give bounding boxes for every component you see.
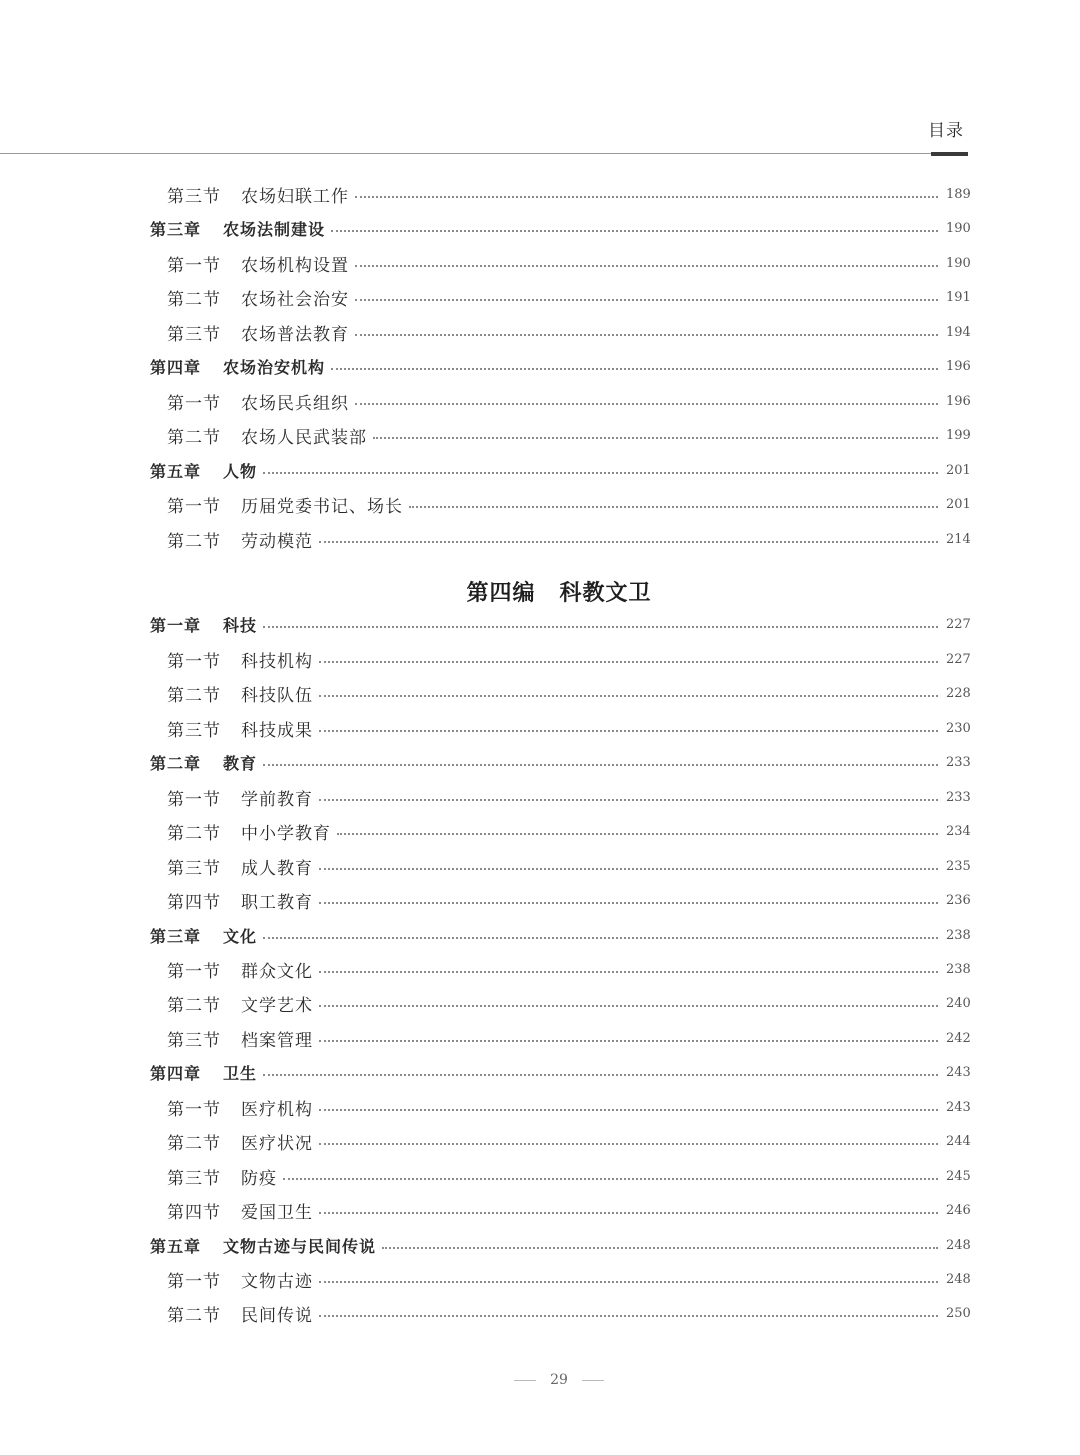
- entry-page-number: 227: [946, 651, 971, 667]
- entry-page-number: 236: [946, 892, 971, 908]
- entry-page-number: 243: [946, 1099, 971, 1115]
- dot-leader: [263, 625, 938, 628]
- dot-leader: [382, 1246, 938, 1249]
- entry-page-number: 240: [946, 995, 971, 1011]
- entry-number: 第一节: [167, 393, 221, 414]
- entry-number: 第三章: [150, 219, 202, 239]
- entry-page-number: 238: [946, 927, 971, 943]
- dot-leader: [263, 763, 938, 766]
- entry-page-number: 194: [946, 324, 971, 340]
- dot-leader: [373, 436, 938, 439]
- dot-leader: [319, 1004, 938, 1007]
- entry-title: 文物古迹: [241, 1271, 313, 1292]
- entry-page-number: 233: [946, 754, 971, 770]
- entry-title: 农场法制建设: [223, 219, 326, 239]
- entry-page-number: 227: [946, 616, 971, 632]
- entry-number: 第五章: [150, 1236, 202, 1256]
- dot-leader: [319, 540, 938, 543]
- entry-page-number: 199: [946, 427, 971, 443]
- entry-title: 中小学教育: [241, 823, 331, 844]
- part-heading: [0, 576, 1080, 607]
- entry-number: 第二节: [167, 823, 221, 844]
- entry-title: 卫生: [223, 1063, 258, 1083]
- entry-title: 科技队伍: [241, 685, 313, 706]
- part-title: 科教文卫: [559, 580, 652, 606]
- toc-chapter-entry: [150, 609, 970, 639]
- entry-number: 第一节: [167, 789, 221, 810]
- toc-section-entry: [167, 988, 970, 1018]
- running-header-title: 目录: [928, 121, 964, 141]
- entry-number: 第二节: [167, 1305, 221, 1326]
- dot-leader: [263, 1073, 938, 1076]
- footer-rule-right: [582, 1380, 604, 1381]
- entry-number: 第二节: [167, 427, 221, 448]
- entry-number: 第三节: [167, 720, 221, 741]
- entry-number: 第一节: [167, 496, 221, 517]
- toc-section-entry: [167, 282, 970, 312]
- part-number: 第四编: [466, 580, 536, 606]
- entry-title: 教育: [223, 753, 258, 773]
- entry-page-number: 196: [946, 358, 971, 374]
- entry-title: 科技: [223, 615, 258, 635]
- entry-page-number: 190: [946, 220, 971, 236]
- dot-leader: [263, 936, 938, 939]
- entry-title: 科技成果: [241, 720, 313, 741]
- entry-number: 第三节: [167, 324, 221, 345]
- entry-number: 第二节: [167, 531, 221, 552]
- dot-leader: [319, 660, 938, 663]
- dot-leader: [319, 798, 938, 801]
- toc-section-entry: [167, 248, 970, 278]
- toc-section-entry: [167, 1195, 970, 1225]
- toc-section-entry: [167, 420, 970, 450]
- dot-leader: [355, 195, 938, 198]
- entry-number: 第一节: [167, 255, 221, 276]
- entry-title: 文物古迹与民间传说: [223, 1236, 377, 1256]
- toc-section-entry: [167, 1264, 970, 1294]
- entry-page-number: 238: [946, 961, 971, 977]
- entry-number: 第一节: [167, 1271, 221, 1292]
- entry-number: 第二节: [167, 685, 221, 706]
- entry-title: 群众文化: [241, 961, 313, 982]
- entry-number: 第四节: [167, 1202, 221, 1223]
- entry-title: 民间传说: [241, 1305, 313, 1326]
- entry-number: 第四章: [150, 357, 202, 377]
- toc-section-entry: [167, 1298, 970, 1328]
- dot-leader: [263, 471, 938, 474]
- toc-section-entry: [167, 816, 970, 846]
- dot-leader: [319, 729, 938, 732]
- dot-leader: [319, 1314, 938, 1317]
- dot-leader: [319, 1142, 938, 1145]
- dot-leader: [355, 264, 938, 267]
- entry-page-number: 214: [946, 531, 971, 547]
- entry-number: 第一章: [150, 615, 202, 635]
- entry-number: 第四节: [167, 892, 221, 913]
- entry-number: 第四章: [150, 1063, 202, 1083]
- entry-title: 历届党委书记、场长: [241, 496, 403, 517]
- entry-title: 农场普法教育: [241, 324, 349, 345]
- toc-chapter-entry: [150, 455, 970, 485]
- toc-section-entry: [167, 885, 970, 915]
- toc-section-entry: [167, 524, 970, 554]
- toc-section-entry: [167, 489, 970, 519]
- dot-leader: [319, 867, 938, 870]
- entry-page-number: 244: [946, 1133, 971, 1149]
- entry-number: 第二节: [167, 995, 221, 1016]
- entry-number: 第二节: [167, 289, 221, 310]
- entry-number: 第三章: [150, 926, 202, 946]
- entry-title: 文化: [223, 926, 258, 946]
- toc-section-entry: [167, 678, 970, 708]
- entry-page-number: 250: [946, 1305, 971, 1321]
- toc-section-entry: [167, 713, 970, 743]
- entry-number: 第三节: [167, 1030, 221, 1051]
- page-number: 29: [550, 1372, 568, 1388]
- entry-title: 职工教育: [241, 892, 313, 913]
- toc-section-entry: [167, 179, 970, 209]
- dot-leader: [355, 402, 938, 405]
- entry-title: 农场人民武装部: [241, 427, 367, 448]
- entry-title: 农场社会治安: [241, 289, 349, 310]
- entry-page-number: 228: [946, 685, 971, 701]
- entry-page-number: 190: [946, 255, 971, 271]
- entry-number: 第一节: [167, 1099, 221, 1120]
- entry-page-number: 233: [946, 789, 971, 805]
- entry-page-number: 201: [946, 462, 971, 478]
- dot-leader: [331, 229, 938, 232]
- entry-title: 防疫: [241, 1168, 277, 1189]
- toc-chapter-entry: [150, 1057, 970, 1087]
- dot-leader: [319, 970, 938, 973]
- toc-chapter-entry: [150, 213, 970, 243]
- header-accent-bar: [931, 152, 968, 156]
- entry-title: 劳动模范: [241, 531, 313, 552]
- footer-rule-left: [514, 1380, 536, 1381]
- entry-number: 第二节: [167, 1133, 221, 1154]
- toc-chapter-entry: [150, 920, 970, 950]
- entry-page-number: 235: [946, 858, 971, 874]
- entry-title: 档案管理: [241, 1030, 313, 1051]
- page-footer: [0, 1372, 1080, 1388]
- entry-page-number: 246: [946, 1202, 971, 1218]
- dot-leader: [319, 1108, 938, 1111]
- toc-section-entry: [167, 317, 970, 347]
- dot-leader: [283, 1177, 938, 1180]
- entry-number: 第五章: [150, 461, 202, 481]
- toc-section-entry: [167, 1126, 970, 1156]
- entry-page-number: 234: [946, 823, 971, 839]
- entry-page-number: 201: [946, 496, 971, 512]
- dot-leader: [319, 1211, 938, 1214]
- toc-section-entry: [167, 1092, 970, 1122]
- entry-title: 科技机构: [241, 651, 313, 672]
- entry-number: 第二章: [150, 753, 202, 773]
- toc-chapter-entry: [150, 747, 970, 777]
- entry-title: 文学艺术: [241, 995, 313, 1016]
- entry-page-number: 230: [946, 720, 971, 736]
- entry-title: 农场治安机构: [223, 357, 326, 377]
- entry-page-number: 243: [946, 1064, 971, 1080]
- entry-page-number: 242: [946, 1030, 971, 1046]
- toc-chapter-entry: [150, 351, 970, 381]
- dot-leader: [355, 298, 938, 301]
- dot-leader: [409, 505, 938, 508]
- entry-number: 第三节: [167, 1168, 221, 1189]
- entry-title: 农场机构设置: [241, 255, 349, 276]
- entry-page-number: 189: [946, 186, 971, 202]
- dot-leader: [319, 901, 938, 904]
- entry-title: 医疗状况: [241, 1133, 313, 1154]
- toc-chapter-entry: [150, 1230, 970, 1260]
- toc-section-entry: [167, 1161, 970, 1191]
- dot-leader: [319, 1039, 938, 1042]
- entry-page-number: 245: [946, 1168, 971, 1184]
- entry-title: 学前教育: [241, 789, 313, 810]
- entry-title: 农场妇联工作: [241, 186, 349, 207]
- entry-number: 第一节: [167, 651, 221, 672]
- entry-number: 第一节: [167, 961, 221, 982]
- toc-section-entry: [167, 644, 970, 674]
- header-rule: [0, 153, 968, 154]
- entry-page-number: 196: [946, 393, 971, 409]
- entry-title: 人物: [223, 461, 258, 481]
- entry-title: 医疗机构: [241, 1099, 313, 1120]
- entry-number: 第三节: [167, 186, 221, 207]
- entry-number: 第三节: [167, 858, 221, 879]
- dot-leader: [337, 832, 938, 835]
- entry-page-number: 191: [946, 289, 971, 305]
- entry-title: 成人教育: [241, 858, 313, 879]
- dot-leader: [331, 367, 938, 370]
- entry-page-number: 248: [946, 1237, 971, 1253]
- dot-leader: [355, 333, 938, 336]
- toc-section-entry: [167, 782, 970, 812]
- entry-title: 农场民兵组织: [241, 393, 349, 414]
- toc-section-entry: [167, 1023, 970, 1053]
- dot-leader: [319, 694, 938, 697]
- dot-leader: [319, 1280, 938, 1283]
- entry-title: 爱国卫生: [241, 1202, 313, 1223]
- entry-page-number: 248: [946, 1271, 971, 1287]
- toc-section-entry: [167, 386, 970, 416]
- toc-section-entry: [167, 954, 970, 984]
- toc-section-entry: [167, 851, 970, 881]
